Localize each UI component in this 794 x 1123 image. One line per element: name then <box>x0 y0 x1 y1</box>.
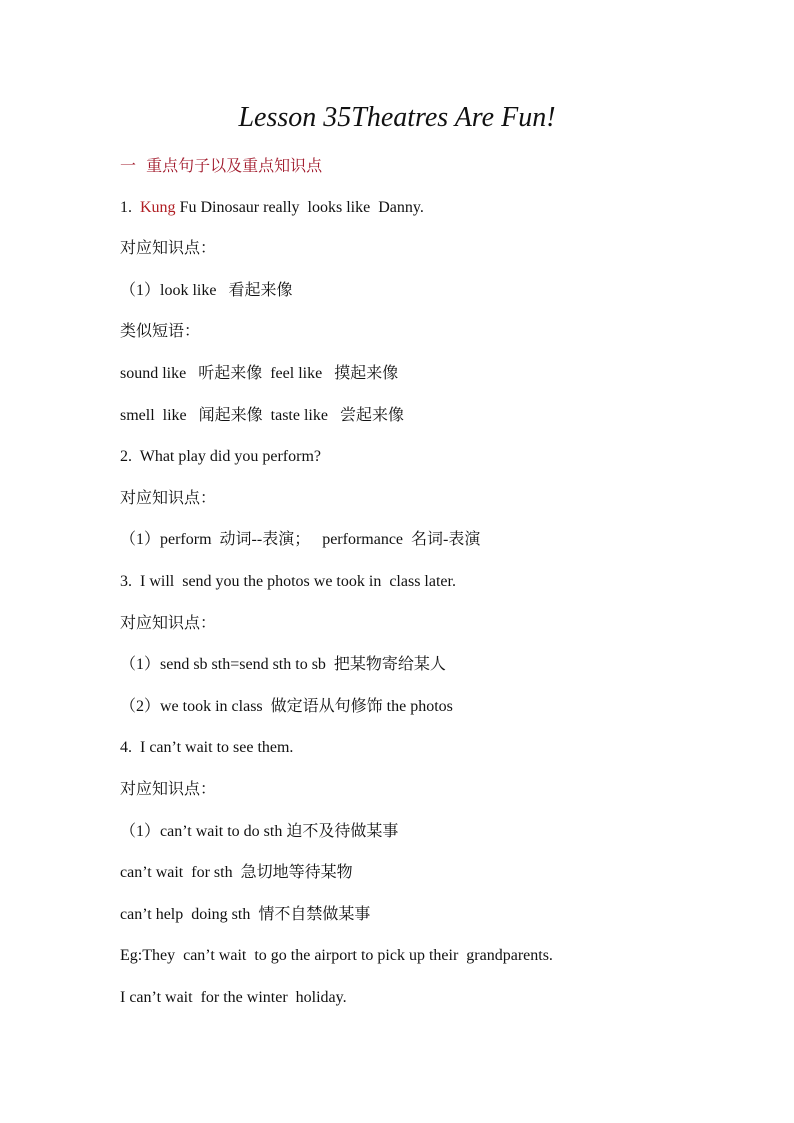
knowledge-point-3-2: （2）we took in class 做定语从句修饰 the photos <box>120 697 453 715</box>
sentence-2: 2. What play did you perform? <box>120 448 321 466</box>
sentence-1-kung: Kung <box>140 198 176 216</box>
sentence-1-rest: Fu Dinosaur really looks like Danny. <box>175 198 424 216</box>
knowledge-label-1: 对应知识点： <box>120 240 217 258</box>
knowledge-point-3-1: （1）send sb sth=send sth to sb 把某物寄给某人 <box>120 656 446 674</box>
knowledge-point-2-1: （1）perform 动词--表演； performance 名词-表演 <box>120 531 481 549</box>
knowledge-point-4-3: can’t help doing sth 情不自禁做某事 <box>120 905 371 923</box>
knowledge-point-4-2: can’t wait for sth 急切地等待某物 <box>120 864 353 882</box>
example-sentence-1: Eg:They can’t wait to go the airport to pick up their grandparents. <box>120 947 553 965</box>
sentence-1 <box>120 187 760 229</box>
section-heading: 一 重点句子以及重点知识点 <box>120 156 323 175</box>
similar-phrases-label: 类似短语： <box>120 323 201 341</box>
document-body <box>120 145 760 1018</box>
sentence-1-number: 1. <box>120 198 140 216</box>
lesson-title: Lesson 35Theatres Are Fun! <box>238 102 556 133</box>
knowledge-label-4: 对应知识点： <box>120 780 217 798</box>
knowledge-label-2: 对应知识点： <box>120 489 217 507</box>
knowledge-point-1-1: （1）look like 看起来像 <box>120 281 293 299</box>
sentence-4: 4. I can’t wait to see them. <box>120 739 294 757</box>
knowledge-label-3: 对应知识点： <box>120 614 217 632</box>
similar-phrases-1: sound like 听起来像 feel like 摸起来像 <box>120 364 399 382</box>
similar-phrases-2: smell like 闻起来像 taste like 尝起来像 <box>120 406 404 424</box>
knowledge-point-4-1: （1）can’t wait to do sth 迫不及待做某事 <box>120 822 399 840</box>
example-sentence-2: I can’t wait for the winter holiday. <box>120 988 347 1006</box>
sentence-3: 3. I will send you the photos we took in class later. <box>120 572 456 590</box>
